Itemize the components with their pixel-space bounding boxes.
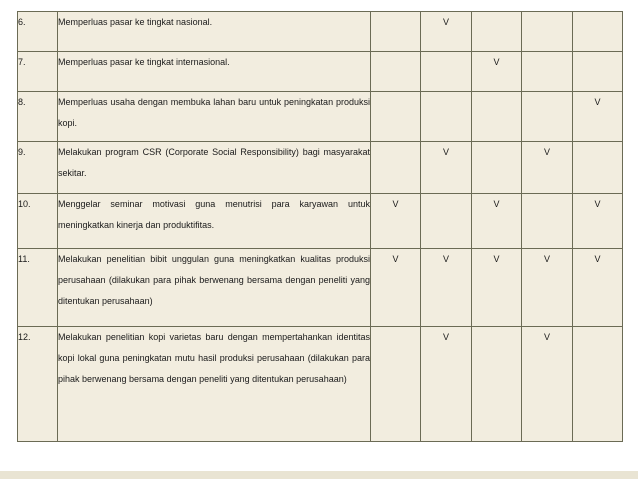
check-mark xyxy=(573,12,623,52)
check-mark xyxy=(421,194,472,249)
check-mark xyxy=(421,52,472,92)
check-mark xyxy=(472,327,522,442)
check-mark: V xyxy=(522,142,573,194)
row-number: 8. xyxy=(18,92,58,142)
table-row xyxy=(18,52,623,92)
check-mark: V xyxy=(421,12,472,52)
row-number: 10. xyxy=(18,194,58,249)
check-mark xyxy=(573,142,623,194)
row-description: Melakukan program CSR (Corporate Social Responsibility) bagi masyarakat sekitar. xyxy=(58,142,371,194)
check-mark: V xyxy=(472,249,522,327)
check-mark: V xyxy=(522,327,573,442)
table-row xyxy=(18,327,623,442)
check-mark xyxy=(371,12,421,52)
footer-bar xyxy=(0,471,638,479)
check-mark: V xyxy=(472,52,522,92)
check-mark: V xyxy=(421,249,472,327)
row-number: 11. xyxy=(18,249,58,327)
strategy-table xyxy=(17,11,623,442)
check-mark xyxy=(522,92,573,142)
check-mark xyxy=(371,327,421,442)
row-number: 12. xyxy=(18,327,58,442)
table-row xyxy=(18,249,623,327)
check-mark: V xyxy=(421,142,472,194)
check-mark: V xyxy=(573,92,623,142)
check-mark xyxy=(421,92,472,142)
check-mark xyxy=(472,92,522,142)
row-number: 6. xyxy=(18,12,58,52)
check-mark: V xyxy=(371,194,421,249)
check-mark: V xyxy=(472,194,522,249)
check-mark xyxy=(371,52,421,92)
check-mark: V xyxy=(573,249,623,327)
check-mark xyxy=(522,52,573,92)
row-number: 7. xyxy=(18,52,58,92)
check-mark xyxy=(522,194,573,249)
row-description: Memperluas usaha dengan membuka lahan baru untuk peningkatan produksi kopi. xyxy=(58,92,371,142)
check-mark: V xyxy=(421,327,472,442)
row-number: 9. xyxy=(18,142,58,194)
row-description: Menggelar seminar motivasi guna menutrisi para karyawan untuk meningkatkan kinerja dan produktifitas. xyxy=(58,194,371,249)
check-mark xyxy=(573,52,623,92)
check-mark xyxy=(371,142,421,194)
check-mark xyxy=(522,12,573,52)
table-row xyxy=(18,12,623,52)
row-description: Memperluas pasar ke tingkat internasional. xyxy=(58,52,371,92)
check-mark xyxy=(573,327,623,442)
row-description: Melakukan penelitian bibit unggulan guna meningkatkan kualitas produksi perusahaan (dilakukan para pihak berwenang bersama dengan peneliti yang ditentukan perusahaan) xyxy=(58,249,371,327)
check-mark: V xyxy=(522,249,573,327)
check-mark xyxy=(472,142,522,194)
table-row xyxy=(18,194,623,249)
check-mark xyxy=(371,92,421,142)
check-mark: V xyxy=(573,194,623,249)
check-mark xyxy=(472,12,522,52)
check-mark: V xyxy=(371,249,421,327)
row-description: Melakukan penelitian kopi varietas baru dengan mempertahankan identitas kopi lokal guna peningkatan mutu hasil produksi perusahaan (dilakukan para pihak berwenang bersama dengan peneliti yang ditentukan perusahaan) xyxy=(58,327,371,442)
table-row xyxy=(18,142,623,194)
row-description: Memperluas pasar ke tingkat nasional. xyxy=(58,12,371,52)
table-row xyxy=(18,92,623,142)
